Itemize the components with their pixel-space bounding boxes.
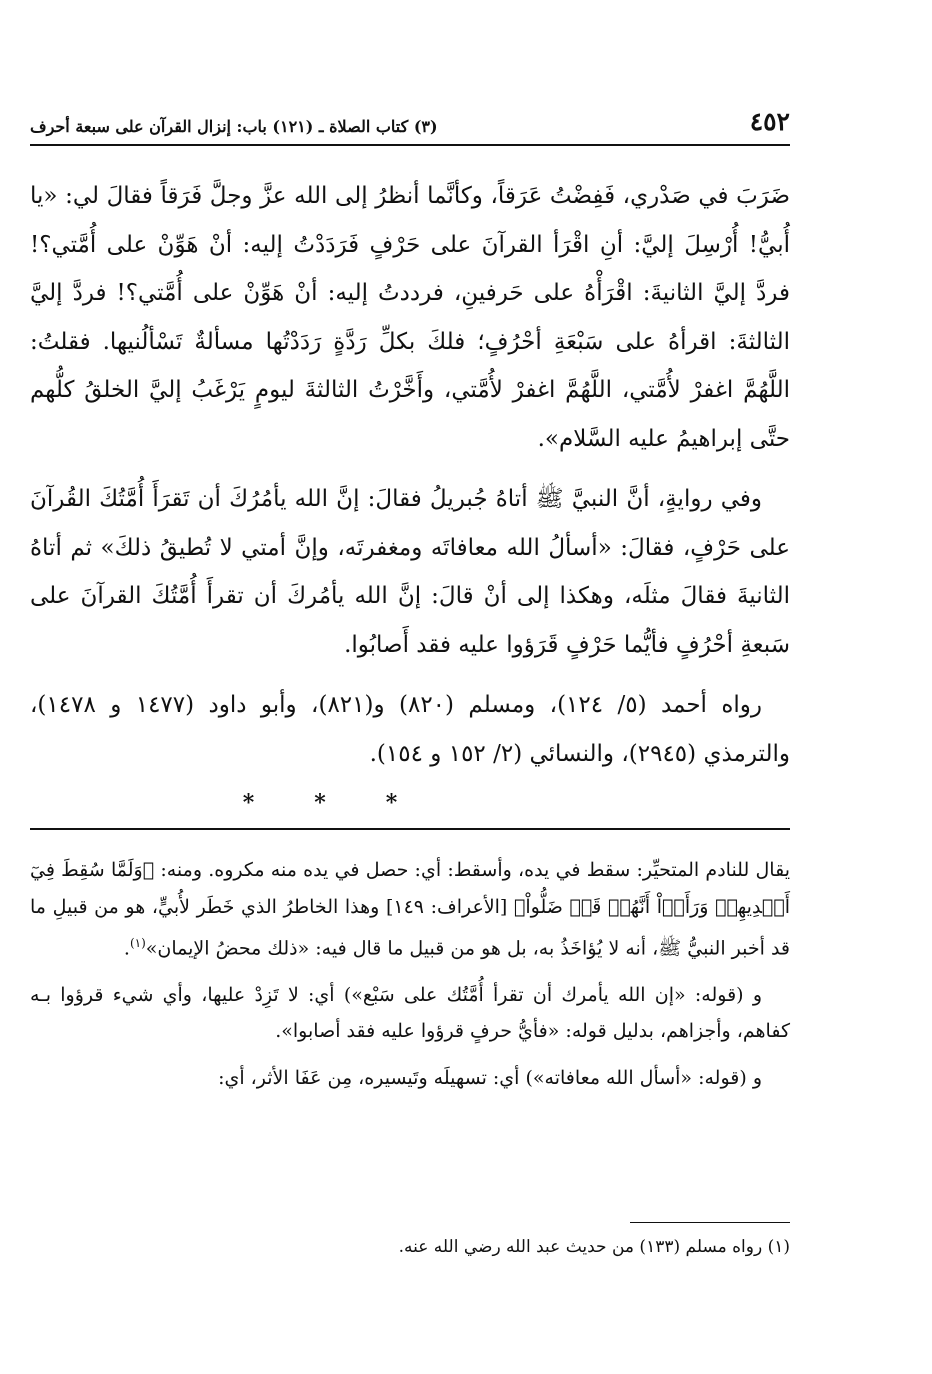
footnote-rule	[630, 1222, 790, 1223]
header-rule	[30, 144, 790, 146]
running-head: (٣) كتاب الصلاة ـ (١٢١) باب: إنزال القرآن على سبعة أحرف	[30, 117, 438, 136]
separator-star: *	[385, 790, 398, 816]
commentary-rule	[30, 828, 790, 830]
book-page	[30, 0, 790, 1374]
page-header	[30, 96, 790, 136]
separator-star: *	[242, 790, 255, 816]
commentary-paragraph: و (قوله: «أسأل الله معافاته») أي: تسهيلَه وتَيسيره، مِن عَفَا الأثر، أي:	[218, 1066, 762, 1089]
commentary-text: يقال للنادم المتحيِّر: سقط في يده، وأسقط: أي: حصل في يده منه مكروه. ومنه: ﴿وَلَمَّا سُقِطَ فِيٓ أَيۡدِيهِمۡ وَرَأَوۡاْ أَنَّهُمۡ قَدۡ ضَلُّواْ﴾ [الأعراف: ١٤٩] وهذا الخاطرُ الذي خَطَر لأُبيٍّ، هو من قبيلِ ما قد أخبر النبيُّ ﷺ، أنه لا يُؤاخَذُ به، بل هو من قبيل ما قال فيه: «ذلك محضُ الإيمان»	[30, 859, 790, 960]
section-separator	[30, 790, 790, 816]
citation-paragraph: رواه أحمد (٥/ ١٢٤)، ومسلم (٨٢٠) و(٨٢١)، وأبو داود (١٤٧٧ و ١٤٧٨)، والترمذي (٢٩٤٥)، والنسائي (٢/ ١٥٢ و ١٥٤).	[30, 692, 790, 767]
commentary-paragraph	[30, 852, 790, 967]
footnote-reference: (١)	[129, 936, 146, 950]
commentary	[30, 852, 790, 1106]
page-number: ٤٥٢	[749, 107, 790, 136]
separator-star: *	[314, 790, 326, 816]
commentary-paragraph: و (قوله: «إن الله يأمرك أن تقرأ أُمَّتُك على سَبْع») أي: لا تَزِدْ عليها، وأي شيء قرؤوا بـه كفاهم، وأجزاهم، بدليل قوله: «فأيُّ حرفٍ قرؤوا عليه فقد أصابوا».	[30, 983, 790, 1043]
narration-paragraph: وفي روايةٍ، أنَّ النبيَّ ﷺ أتاهُ جُبريلُ فقالَ: إنَّ الله يأمُرُكَ أن تَقرَأَ أُمَّتُكَ القُرآنَ على حَرْفٍ، فقالَ: «أسألُ الله معافاتَه ومغفرتَه، وإنَّ أمتي لا تُطيقُ ذلكَ» ثم أتاهُ الثانيةَ فقالَ مثلَه، وهكذا إلى أنْ قالَ: إنَّ الله يأمُركَ أن تقرأَ أُمَّتُكَ القرآنَ على سَبعةِ أحْرُفٍ فأيُّما حَرْفٍ قَرَؤوا عليه فقد أَصابُوا.	[30, 486, 790, 658]
commentary-period: .	[123, 937, 130, 960]
footnote: (١) رواه مسلم (١٣٣) من حديث عبد الله رضي الله عنه.	[398, 1237, 790, 1257]
hadith-paragraph: ضَرَبَ في صَدْري، فَفِضْتُ عَرَقاً، وكأنَّما أنظرُ إلى الله عزَّ وجلَّ فَرَقاً فقالَ لي: «يا أُبيُّ! أُرْسِلَ إليَّ: أنِ اقْرَأ القرآنَ على حَرْفٍ فَرَدَدْتُ إليه: أنْ هَوِّنْ على أُمَّتي؟! فردَّ إليَّ الثانيةَ: اقْرَأْهُ على حَرفينِ، فرددتُ إليه: أنْ هَوِّنْ على أُمَّتي؟! فردَّ إليَّ الثالثةَ: اقرأهُ على سَبْعَةِ أحْرُفٍ؛ فلكَ بكلِّ رَدَّةٍ رَدَدْتُها مسألةٌ تَسْألُنيها. فقلتُ: اللَّهُمَّ اغفرْ لأُمَّتي، اللَّهُمَّ اغفرْ لأُمَّتي، وأَخَّرْتُ الثالثةَ ليومٍ يَرْغَبُ إليَّ الخلقُ كلُّهم حتَّى إبراهيمُ عليه السَّلام».	[30, 183, 790, 452]
main-text	[30, 172, 790, 816]
